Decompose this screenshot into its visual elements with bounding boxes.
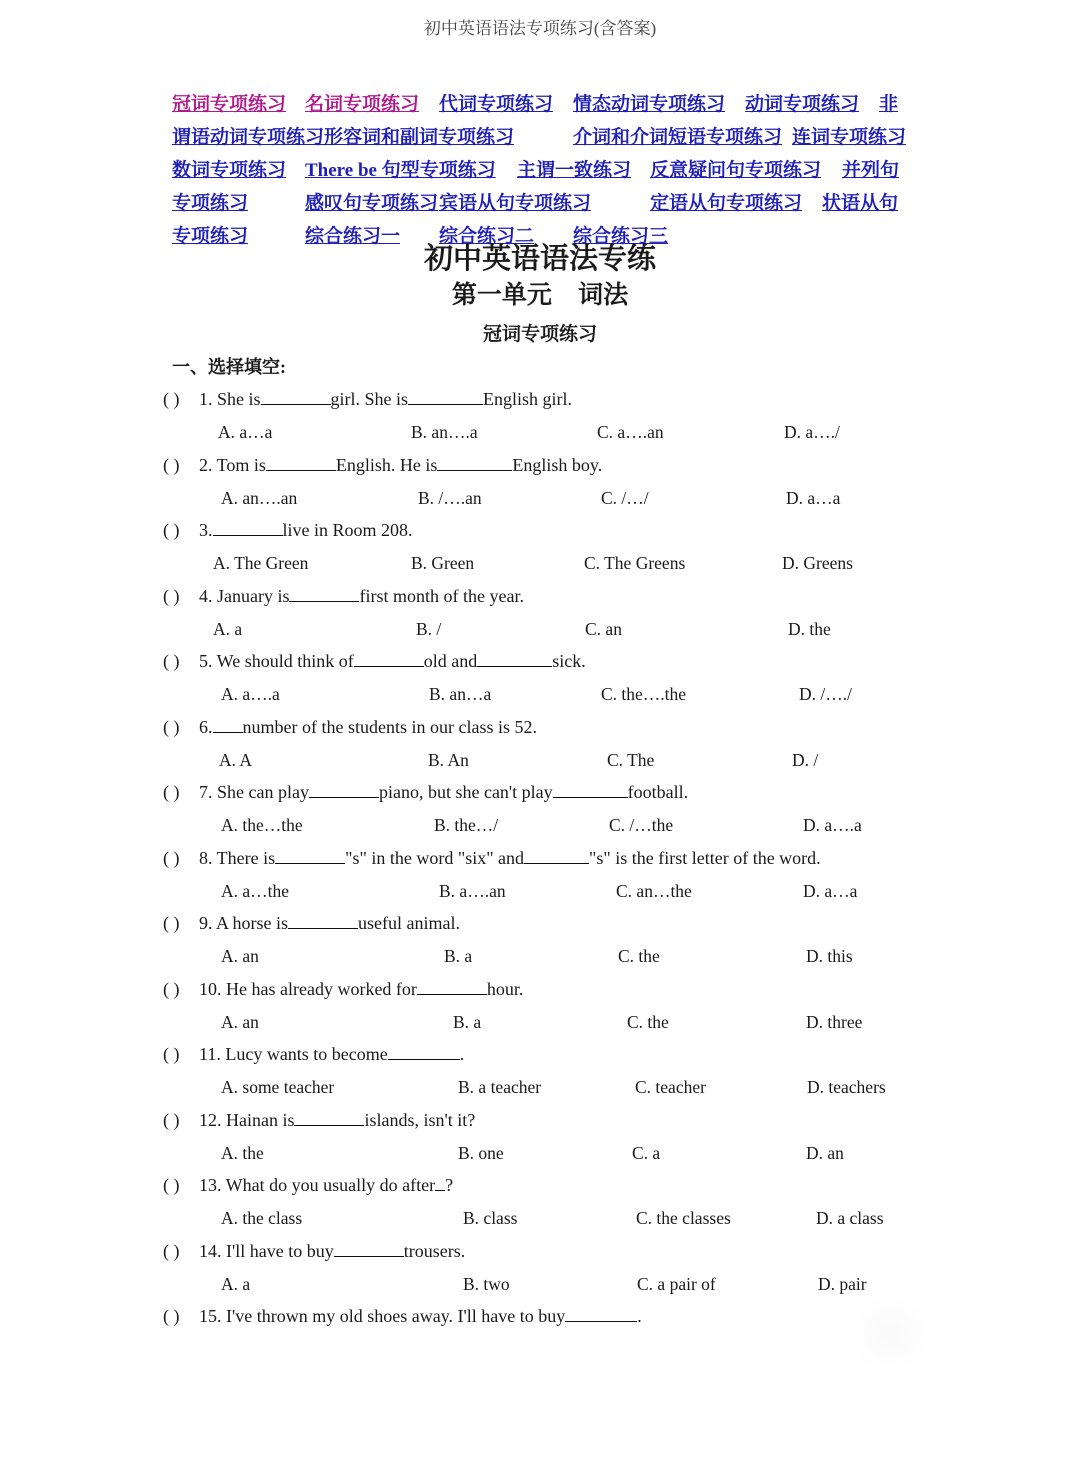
answer-option: B. /….an xyxy=(418,487,482,508)
answer-option: A. a….a xyxy=(221,684,280,704)
answer-paren[interactable]: ( ) xyxy=(163,389,180,409)
answer-paren[interactable]: ( ) xyxy=(163,716,180,737)
answer-option: A. the xyxy=(221,1142,264,1163)
main-title: 初中英语语法专练 xyxy=(423,243,656,275)
answer-paren[interactable]: ( ) xyxy=(163,651,180,671)
toc-link[interactable]: 状语从句 xyxy=(822,193,899,214)
document-header: 初中英语语法专项练习(含答案) xyxy=(423,19,657,38)
answer-option: C. an…the xyxy=(616,880,692,901)
answer-blank[interactable] xyxy=(261,390,331,405)
question-line xyxy=(163,1241,465,1262)
toc-link[interactable]: 非 xyxy=(879,94,899,115)
answer-option: D. a…a xyxy=(786,487,841,508)
answer-option: C. the classes xyxy=(636,1208,731,1228)
toc-row xyxy=(172,154,912,187)
answer-option: C. The xyxy=(607,749,655,770)
question-text: 7. She can play xyxy=(199,782,309,802)
answer-option: B. a xyxy=(453,1011,482,1032)
answer-option: B. Green xyxy=(411,553,475,573)
toc-link[interactable]: 连词专项练习 xyxy=(792,127,907,148)
question-text: piano, but she can't play xyxy=(378,782,553,802)
question-line xyxy=(163,586,524,607)
question-text: useful animal. xyxy=(358,913,460,933)
question-text: 3. xyxy=(199,520,213,540)
toc-link[interactable]: 情态动词专项练习 xyxy=(573,94,726,115)
answer-option: D. three xyxy=(806,1011,863,1032)
answer-option: C. a xyxy=(632,1142,661,1163)
question-line xyxy=(163,979,523,1000)
answer-option: D. pair xyxy=(818,1273,867,1294)
answer-blank[interactable] xyxy=(266,456,336,471)
question-text: . xyxy=(459,1044,465,1064)
answer-blank[interactable] xyxy=(309,783,379,798)
answer-option: D. / xyxy=(792,749,819,770)
question-text: 13. What do you usually do after xyxy=(199,1175,436,1195)
question-text: 2. Tom is xyxy=(199,454,266,475)
question-line xyxy=(163,520,413,541)
question-text: 9. A horse is xyxy=(199,913,289,933)
question-line xyxy=(163,1306,642,1327)
answer-paren[interactable]: ( ) xyxy=(163,978,180,999)
answer-paren[interactable]: ( ) xyxy=(163,520,180,540)
question-text: 10. He has already worked for xyxy=(199,978,417,999)
answer-option: A. the…the xyxy=(221,815,303,835)
answer-option: D. a…a xyxy=(803,880,858,901)
answer-paren[interactable]: ( ) xyxy=(163,1109,180,1130)
toc-link[interactable]: 主谓一致练习 xyxy=(517,160,632,181)
answer-option: D. a….a xyxy=(803,815,862,835)
question-text: sick. xyxy=(552,651,586,671)
table-of-contents xyxy=(172,88,912,253)
answer-option: B. the…/ xyxy=(434,815,499,835)
toc-link[interactable]: 定语从句专项练习 xyxy=(650,193,803,214)
question-text: ? xyxy=(445,1175,454,1195)
answer-option: A. a…the xyxy=(221,880,290,901)
answer-option: A. an….an xyxy=(221,487,298,508)
toc-link[interactable]: 反意疑问句专项练习 xyxy=(650,160,822,181)
question-text: English girl. xyxy=(483,389,573,409)
question-text: "s" in the word "six" and xyxy=(345,847,525,868)
unit-title: 第一单元 词法 xyxy=(451,282,629,309)
question-text: first month of the year. xyxy=(359,585,524,606)
answer-paren[interactable]: ( ) xyxy=(163,1044,180,1064)
answer-blank[interactable] xyxy=(354,652,424,667)
toc-link[interactable]: 动词专项练习 xyxy=(745,94,860,115)
answer-blank[interactable] xyxy=(288,914,358,929)
question-line xyxy=(163,1175,453,1196)
question-line xyxy=(163,848,821,869)
question-text: 4. January is xyxy=(199,585,290,606)
answer-option: D. a…./ xyxy=(784,422,840,442)
question-line xyxy=(163,1044,464,1065)
question-line xyxy=(163,717,537,738)
answer-option: C. /…/ xyxy=(601,487,649,508)
question-line xyxy=(163,651,586,672)
answer-option: C. The Greens xyxy=(584,553,686,573)
answer-blank[interactable] xyxy=(334,1242,404,1257)
toc-row xyxy=(172,187,912,220)
toc-link[interactable]: 代词专项练习 xyxy=(439,94,554,115)
answer-paren[interactable]: ( ) xyxy=(163,1306,180,1326)
answer-blank[interactable] xyxy=(388,1045,460,1060)
question-text: number of the students in our class is 52. xyxy=(242,716,537,737)
answer-option: A. the class xyxy=(221,1208,303,1228)
question-line xyxy=(163,1110,475,1131)
answer-option: C. the xyxy=(627,1011,669,1032)
answer-option: C. /…the xyxy=(609,815,674,835)
question-text: 14. I'll have to buy xyxy=(199,1240,334,1261)
answer-option: B. an….a xyxy=(411,422,478,442)
toc-link[interactable]: 综合练习一 xyxy=(305,226,401,247)
answer-option: C. an xyxy=(585,618,622,639)
answer-paren[interactable]: ( ) xyxy=(163,1240,180,1261)
section-title: 冠词专项练习 xyxy=(482,324,597,345)
answer-option: A. an xyxy=(221,946,259,966)
answer-paren[interactable]: ( ) xyxy=(163,847,180,868)
answer-option: C. the….the xyxy=(601,684,687,704)
answer-option: B. a teacher xyxy=(458,1077,542,1097)
toc-link[interactable]: 专项练习 xyxy=(172,193,249,214)
question-text: . xyxy=(637,1306,642,1326)
answer-option: B. a xyxy=(444,946,473,966)
answer-option: A. a xyxy=(221,1273,251,1294)
answer-option: B. An xyxy=(428,749,469,770)
toc-row xyxy=(172,88,912,121)
answer-option: A. a…a xyxy=(218,422,273,442)
answer-option: B. a….an xyxy=(439,880,506,901)
answer-blank[interactable] xyxy=(437,456,512,471)
answer-blank[interactable] xyxy=(289,587,359,602)
question-text: "s" is the first letter of the word. xyxy=(589,847,821,868)
answer-blank[interactable] xyxy=(417,980,487,995)
question-text: 6. xyxy=(199,716,213,737)
question-text: live in Room 208. xyxy=(282,520,413,540)
answer-option: D. this xyxy=(806,946,853,966)
question-line xyxy=(163,389,572,410)
answer-paren[interactable]: ( ) xyxy=(163,454,180,475)
answer-option: C. a pair of xyxy=(637,1273,716,1294)
question-text: English boy. xyxy=(512,454,603,475)
toc-link[interactable]: 介词和介词短语专项练习 xyxy=(573,127,783,148)
question-text: 12. Hainan is xyxy=(199,1109,295,1130)
question-text: 5. We should think of xyxy=(199,651,354,671)
answer-blank[interactable] xyxy=(435,1176,445,1191)
answer-blank[interactable] xyxy=(408,390,483,405)
question-text: 8. There is xyxy=(199,847,276,868)
answer-option: B. / xyxy=(416,618,442,639)
answer-option: A. A xyxy=(219,749,253,770)
answer-option: B. two xyxy=(463,1273,510,1294)
toc-link[interactable]: 名词专项练习 xyxy=(305,94,420,115)
answer-option: D. an xyxy=(806,1142,844,1163)
question-text: 11. Lucy wants to become xyxy=(199,1044,388,1064)
toc-link[interactable]: 专项练习 xyxy=(172,226,249,247)
question-text: old and xyxy=(423,651,478,671)
answer-blank[interactable] xyxy=(477,652,552,667)
toc-link[interactable]: 数词专项练习 xyxy=(172,160,287,181)
question-text: 15. I've thrown my old shoes away. I'll have to buy xyxy=(199,1306,566,1326)
answer-option: B. an…a xyxy=(429,684,492,704)
question-text: English. He is xyxy=(335,454,438,475)
question-text: islands, isn't it? xyxy=(364,1109,476,1130)
answer-option: B. one xyxy=(458,1142,504,1163)
answer-option: C. a….an xyxy=(597,422,664,442)
toc-row xyxy=(172,121,912,154)
answer-option: D. the xyxy=(788,618,831,639)
part-title: 一、选择填空: xyxy=(172,357,286,377)
answer-option: A. an xyxy=(221,1011,259,1032)
toc-link[interactable]: 综合练习三 xyxy=(573,226,669,247)
answer-paren[interactable]: ( ) xyxy=(163,585,180,606)
answer-paren[interactable]: ( ) xyxy=(163,782,180,802)
answer-option: D. teachers xyxy=(807,1077,886,1097)
question-text: hour. xyxy=(486,978,524,999)
question-text: girl. She is xyxy=(330,389,409,409)
answer-option: B. class xyxy=(463,1208,518,1228)
toc-link[interactable]: 形容词和副词专项练习 xyxy=(324,127,515,148)
answer-option: D. a class xyxy=(816,1208,884,1228)
toc-link[interactable]: 谓语动词专项练习 xyxy=(172,127,325,148)
answer-blank[interactable] xyxy=(565,1307,637,1322)
answer-option: C. the xyxy=(618,946,660,966)
answer-blank[interactable] xyxy=(524,849,589,864)
answer-blank[interactable] xyxy=(213,521,283,536)
toc-link[interactable]: 综合练习二 xyxy=(439,226,535,247)
question-line xyxy=(163,782,688,803)
answer-option: C. teacher xyxy=(635,1077,706,1097)
question-line xyxy=(163,913,460,934)
answer-blank[interactable] xyxy=(213,718,243,733)
answer-blank[interactable] xyxy=(294,1111,364,1126)
answer-blank[interactable] xyxy=(553,783,628,798)
toc-link[interactable]: 并列句 xyxy=(842,160,900,181)
answer-paren[interactable]: ( ) xyxy=(163,1175,180,1195)
answer-blank[interactable] xyxy=(275,849,345,864)
question-text: football. xyxy=(627,782,689,802)
answer-option: A. some teacher xyxy=(221,1077,335,1097)
answer-option: A. The Green xyxy=(213,553,309,573)
toc-link[interactable]: 宾语从句专项练习 xyxy=(439,193,592,214)
toc-link[interactable]: 冠词专项练习 xyxy=(172,94,287,115)
question-line xyxy=(163,455,602,476)
answer-option: D. Greens xyxy=(782,553,853,573)
answer-option: A. a xyxy=(213,618,243,639)
answer-paren[interactable]: ( ) xyxy=(163,913,180,933)
watermark xyxy=(850,1294,930,1374)
question-text: trousers. xyxy=(403,1240,466,1261)
toc-link[interactable]: There be 句型专项练习 xyxy=(305,160,496,181)
toc-link[interactable]: 感叹句专项练习 xyxy=(305,193,439,214)
question-text: 1. She is xyxy=(199,389,261,409)
answer-option: D. /…./ xyxy=(799,684,852,704)
